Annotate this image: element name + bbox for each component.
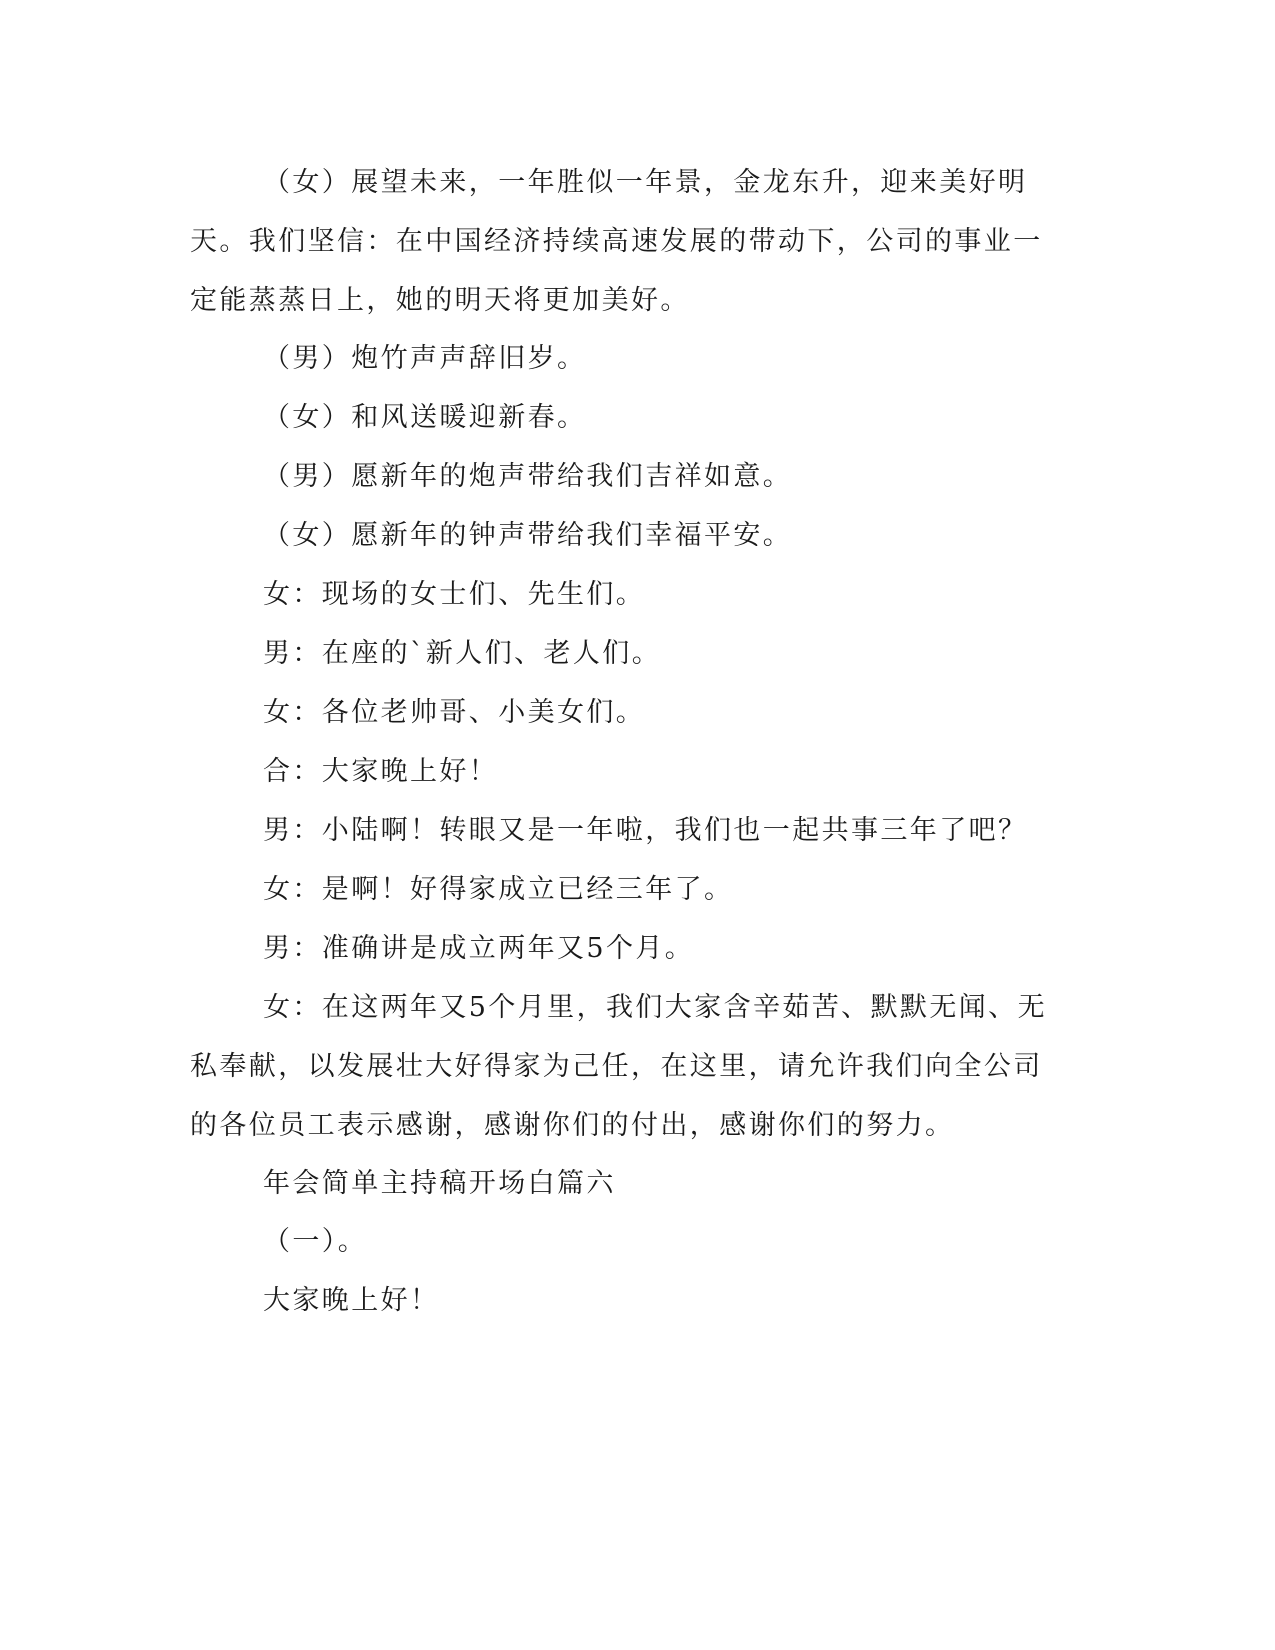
line-female-three-years: 女：是啊！好得家成立已经三年了。 <box>263 874 734 905</box>
line-female-greeting: 女：现场的女士们、先生们。 <box>263 579 646 610</box>
line-together-greeting: 合：大家晚上好！ <box>263 756 499 787</box>
line-female-wish: （女）愿新年的钟声带给我们幸福平安。 <box>263 520 793 551</box>
line-male-wish: （男）愿新年的炮声带给我们吉祥如意。 <box>263 461 793 492</box>
line-male-accurate: 男：准确讲是成立两年又5个月。 <box>263 933 695 964</box>
line-male-greeting: 男：在座的`新人们、老人们。 <box>263 638 662 669</box>
line-good-evening: 大家晚上好！ <box>263 1285 440 1316</box>
paragraph-thanks: 女：在这两年又5个月里，我们大家含辛茹苦、默默无闻、无私奉献，以发展壮大好得家为己任，在这里，请允许我们向全公司的各位员工表示感谢，感谢你们的付出，感谢你们的努力。 <box>190 992 1047 1141</box>
line-female-greeting-2: 女：各位老帅哥、小美女们。 <box>263 697 646 728</box>
section-number: （一）。 <box>263 1226 368 1257</box>
paragraph-outlook: （女）展望未来，一年胜似一年景，金龙东升，迎来美好明天。我们坚信：在中国经济持续高速发展的带动下，公司的事业一定能蒸蒸日上，她的明天将更加美好。 <box>190 167 1043 316</box>
line-male-xiaolu: 男：小陆啊！转眼又是一年啦，我们也一起共事三年了吧？ <box>263 815 1028 846</box>
line-male-firecrackers: （男）炮竹声声辞旧岁。 <box>263 343 587 374</box>
line-female-spring: （女）和风送暖迎新春。 <box>263 402 587 433</box>
section-heading: 年会简单主持稿开场白篇六 <box>263 1168 616 1199</box>
